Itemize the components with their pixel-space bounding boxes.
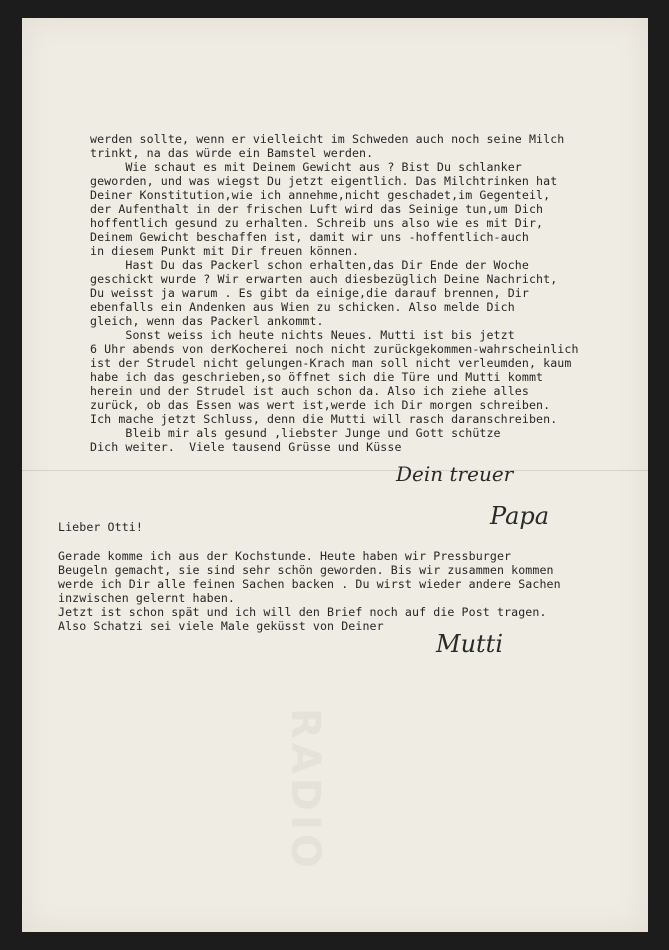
text-line: habe ich das geschrieben,so öffnet sich die Türe und Mutti kommt <box>90 370 544 384</box>
text-line: Deinem Gewicht beschaffen ist, damit wir uns -hoffentlich-auch <box>90 230 529 244</box>
text-line: Ich mache jetzt Schluss, denn die Mutti will rasch daranschreiben. <box>90 412 558 426</box>
text-line: hoffentlich gesund zu erhalten. Schreib uns also wie es mit Dir, <box>90 216 544 230</box>
text-line: Wie schaut es mit Deinem Gewicht aus ? Bist Du schlanker <box>90 160 522 174</box>
text-line: inzwischen gelernt haben. <box>58 591 236 605</box>
text-line: gleich, wenn das Packerl ankommt. <box>90 314 324 328</box>
signature-papa: Papa <box>490 502 550 530</box>
text-line: werde ich Dir alle feinen Sachen backen . Du wirst wieder andere Sachen <box>58 577 561 591</box>
text-line: Jetzt ist schon spät und ich will den Brief noch auf die Post tragen. <box>58 605 547 619</box>
text-line: werden sollte, wenn er vielleicht im Schweden auch noch seine Milch <box>90 132 565 146</box>
greeting: Lieber Otti! <box>58 520 143 534</box>
text-line: Gerade komme ich aus der Kochstunde. Heute haben wir Pressburger <box>58 549 512 563</box>
text-line: Bleib mir als gesund ,liebster Junge und Gott schütze <box>90 426 501 440</box>
text-line: Dich weiter. Viele tausend Grüsse und Küsse <box>90 440 402 454</box>
text-line: der Aufenthalt in der frischen Luft wird das Seinige tun,um Dich <box>90 202 544 216</box>
text-line: 6 Uhr abends von derKocherei noch nicht zurückgekommen-wahrscheinlich <box>90 342 579 356</box>
text-line: trinkt, na das würde ein Bamstel werden. <box>90 146 374 160</box>
text-line: ebenfalls ein Andenken aus Wien zu schicken. Also melde Dich <box>90 300 515 314</box>
text-line: Hast Du das Packerl schon erhalten,das Dir Ende der Woche <box>90 258 529 272</box>
text-line: Du weisst ja warum . Es gibt da einige,die darauf brennen, Dir <box>90 286 529 300</box>
letter-page <box>22 18 648 932</box>
signature-mutti: Mutti <box>436 630 503 658</box>
watermark: RADIO <box>282 708 328 872</box>
fold-line <box>22 470 648 471</box>
text-line: Also Schatzi sei viele Male geküsst von Deiner <box>58 619 384 633</box>
text-line: Beugeln gemacht, sie sind sehr schön geworden. Bis wir zusammen kommen <box>58 563 554 577</box>
text-line: in diesem Punkt mit Dir freuen können. <box>90 244 360 258</box>
text-line: ist der Strudel nicht gelungen-Krach man soll nicht verleumden, kaum <box>90 356 572 370</box>
text-line: zurück, ob das Essen was wert ist,werde ich Dir morgen schreiben. <box>90 398 551 412</box>
text-line: Sonst weiss ich heute nichts Neues. Mutti ist bis jetzt <box>90 328 515 342</box>
text-line: Deiner Konstitution,wie ich annehme,nicht geschadet,im Gegenteil, <box>90 188 551 202</box>
signature-dein-treuer: Dein treuer <box>396 462 514 486</box>
text-line: geschickt wurde ? Wir erwarten auch diesbezüglich Deine Nachricht, <box>90 272 558 286</box>
text-line: herein und der Strudel ist auch schon da. Also ich ziehe alles <box>90 384 529 398</box>
text-line: geworden, und was wiegst Du jetzt eigentlich. Das Milchtrinken hat <box>90 174 558 188</box>
